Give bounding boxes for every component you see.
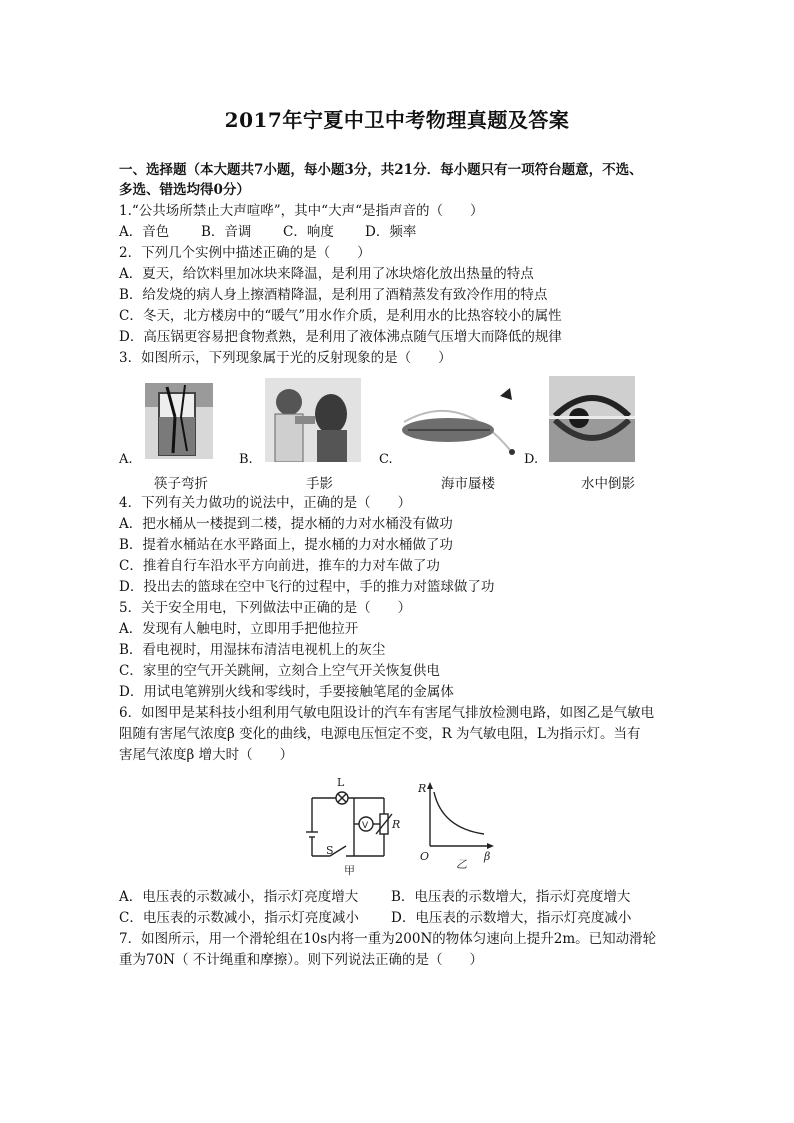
- circuit-jia-label: 甲: [344, 864, 355, 877]
- q6-options-row-1: [119, 887, 630, 907]
- q3-option-c-letter: C.: [379, 452, 393, 467]
- q1-stem: 1.“公共场所禁止大声喧哗”，其中“大声“是指声音的（ ）: [119, 203, 484, 219]
- q3-option-d-letter: D.: [524, 452, 539, 467]
- q5-option-c: C．家里的空气开关跳闸，立刻合上空气开关恢复供电: [119, 663, 440, 679]
- section-heading: 一、选择题（本大题共7小题，每小题3分，共21分．每小题只有一项符台题意，不选、: [119, 162, 643, 178]
- q2-option-b: B．给发烧的病人身上擦酒精降温，是利用了酒精蒸发有致冷作用的特点: [119, 287, 548, 303]
- q1-option-a: A．音色: [119, 224, 170, 240]
- q4-option-b: B．提着水桶站在水平路面上，提水桶的力对水桶做了功: [119, 537, 453, 553]
- q3-option-a-letter: A.: [119, 452, 133, 467]
- water-reflection-photo: [549, 376, 635, 462]
- q7-stem-2: 重为70N（ 不计绳重和摩擦）。则下列说法正确的是（ ）: [119, 952, 484, 968]
- resistor-label: R: [392, 818, 401, 831]
- page-title: 2017年宁夏中卫中考物理真题及答案: [224, 108, 570, 132]
- q3-caption-c: 海市蜃楼: [441, 476, 495, 492]
- q6-stem-2: 阻随有害尾气浓度β 变化的曲线，电源电压恒定不变，R 为气敏电阻，L为指示灯。当有: [119, 726, 641, 742]
- q4-stem: 4．下列有关力做功的说法中，正确的是（ ）: [119, 495, 412, 511]
- q5-option-a: A．发现有人触电时，立即用手把他拉开: [119, 621, 359, 637]
- q6-stem-3: 害尾气浓度β 增大时（ ）: [119, 747, 294, 763]
- q5-option-d: D．用试电笔辨别火线和零线时，手要接触笔尾的金属体: [119, 684, 454, 700]
- switch-label: S: [326, 844, 334, 857]
- q6-options-row-2: [119, 908, 631, 928]
- q1-option-d: D．频率: [365, 224, 417, 240]
- circuit-diagram: [300, 770, 410, 880]
- graph-origin: O: [420, 850, 430, 863]
- q6-option-c: C．电压表的示数减小，指示灯亮度减小: [119, 910, 359, 926]
- q3-option-b-letter: B.: [239, 452, 253, 467]
- graph-yi-label: 乙: [456, 858, 467, 871]
- graph-axis-r: R: [418, 782, 427, 795]
- q2-stem: 2．下列几个实例中描述正确的是（ ）: [119, 245, 371, 261]
- q3-caption-a: 筷子弯折: [154, 476, 208, 492]
- q1-options: [119, 222, 432, 242]
- mirage-photo: [400, 380, 520, 462]
- resistance-graph: [418, 778, 498, 878]
- q2-option-c: C．冬天，北方楼房中的“暖气”用水作介质，是利用水的比热容较小的属性: [119, 308, 562, 324]
- q4-option-c: C．推着自行车沿水平方向前进，推车的力对车做了功: [119, 558, 440, 574]
- q4-option-d: D．投出去的篮球在空中飞行的过程中，手的推力对篮球做了功: [119, 579, 495, 595]
- q4-option-a: A．把水桶从一楼提到二楼，提水桶的力对水桶没有做功: [119, 516, 453, 532]
- q3-caption-d: 水中倒影: [581, 476, 635, 492]
- graph-axis-beta: β: [484, 850, 491, 863]
- svg-text:V: V: [362, 821, 369, 831]
- q2-option-d: D．高压锅更容易把食物煮熟，是利用了液体沸点随气压增大而降低的规律: [119, 329, 562, 345]
- q1-option-c: C．响度: [283, 224, 334, 240]
- section-heading-cont: 多选、错选均得0分）: [119, 182, 250, 198]
- lamp-label: L: [337, 776, 345, 789]
- chopsticks-photo: [145, 383, 213, 459]
- q7-stem-1: 7．如图所示，用一个滑轮组在10s内将一重为200N的物体匀速向上提升2m。已知动滑轮: [119, 931, 657, 947]
- hand-shadow-photo: [265, 378, 361, 462]
- q6-stem-1: 6．如图甲是某科技小组利用气敏电阻设计的汽车有害尾气排放检测电路，如图乙是气敏电: [119, 705, 655, 721]
- q6-option-b: B．电压表的示数增大，指示灯亮度增大: [391, 889, 631, 905]
- q3-caption-b: 手影: [306, 476, 333, 492]
- q1-option-b: B．音调: [201, 224, 252, 240]
- q6-option-a: A．电压表的示数减小，指示灯亮度增大: [119, 889, 359, 905]
- q3-stem: 3．如图所示，下列现象属于光的反射现象的是（ ）: [119, 350, 452, 366]
- q2-option-a: A．夏天，给饮料里加冰块来降温，是利用了冰块熔化放出热量的特点: [119, 266, 534, 282]
- q5-stem: 5．关于安全用电，下列做法中正确的是（ ）: [119, 600, 412, 616]
- q5-option-b: B．看电视时，用湿抹布清洁电视机上的灰尘: [119, 642, 386, 658]
- q6-option-d: D．电压表的示数增大，指示灯亮度减小: [391, 910, 632, 926]
